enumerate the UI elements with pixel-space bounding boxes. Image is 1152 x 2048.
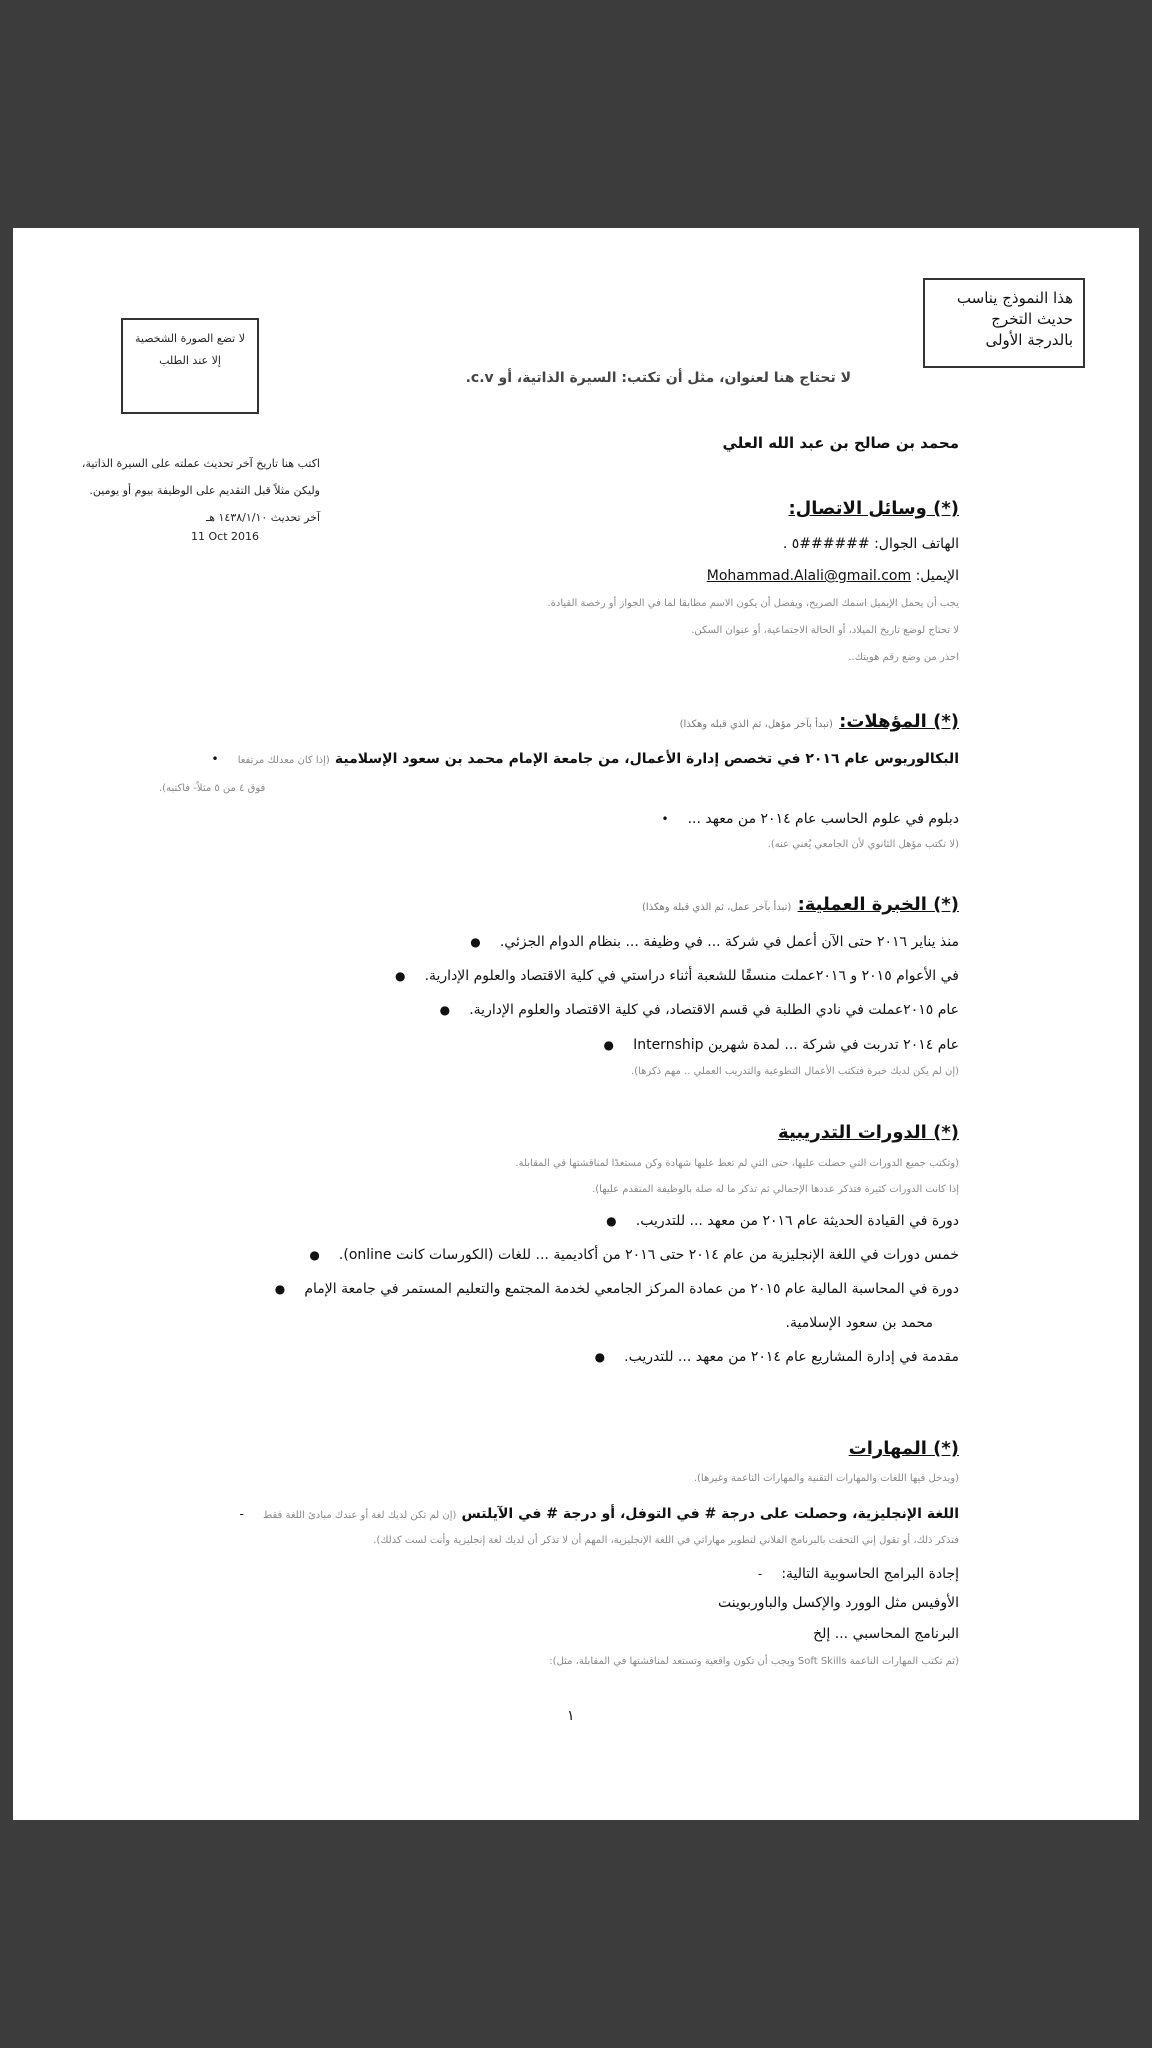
courses-hint: إذا كانت الدورات كثيرة فتذكر عددها الإجمالي ثم تذكر ما له صلة بالوظيفة المتقدم عليها). [592, 1184, 959, 1195]
bullet-icon: • [661, 812, 669, 826]
bullet-icon: ● [394, 969, 406, 983]
email-line [707, 568, 959, 584]
course-text: محمد بن سعود الإسلامية. [785, 1315, 933, 1331]
experience-item [604, 1034, 960, 1053]
experience-text: منذ يناير ٢٠١٦ حتى الآن أعمل في شركة ... في وظيفة ... بنظام الدوام الجزئي. [499, 934, 959, 950]
skill-office: الأوفيس مثل الوورد والإكسل والباوربوينت [718, 1595, 959, 1611]
bullet-icon: • [211, 752, 219, 766]
course-text: دورة في القيادة الحديثة عام ٢٠١٦ من معهد ... للتدريب. [635, 1213, 959, 1229]
skill-item [758, 1563, 959, 1582]
experience-section-title [642, 894, 959, 915]
skills-hint: (ويدخل فيها اللغات والمهارات التقنية والمهارات الناعمة وغيرها). [693, 1473, 959, 1484]
courses-title: (*) الدورات التدريبية [778, 1122, 959, 1143]
qualifications-section-title [680, 711, 959, 732]
experience-item [470, 931, 959, 950]
experience-footnote: (إن لم يكن لديك خبرة فتكتب الأعمال التطوعية والتدريب العملي .. مهم ذكرها). [630, 1066, 959, 1077]
dash-icon: - [757, 1567, 763, 1581]
qualifications-title: (*) المؤهلات: [839, 711, 959, 732]
note-line: هذا النموذج يناسب [956, 289, 1073, 307]
bullet-icon: ● [309, 1248, 320, 1262]
course-item [606, 1210, 959, 1229]
qualifications-footnote: (لا تكتب مؤهل الثانوي لأن الجامعي يُغني عنه). [767, 839, 959, 850]
skills-footnote: (ثم تكتب المهارات الناعمة Soft Skills ويجب أن تكون واقعية وتستعد لمناقشتها في المقابلة، مثل): [549, 1656, 959, 1667]
qualification-note-line [159, 776, 959, 795]
experience-title: (*) الخبرة العملية: [797, 894, 959, 915]
note-line: بالدرجة الأولى [985, 331, 1073, 349]
skill-accounting: البرنامج المحاسبي ... إلخ [813, 1626, 959, 1642]
qualification-note: (إذا كان معدلك مرتفعا [237, 755, 330, 766]
template-note-box [923, 278, 1085, 368]
contact-title: (*) وسائل الاتصال: [788, 498, 959, 519]
course-item [309, 1244, 959, 1263]
bullet-icon: ● [439, 1003, 451, 1017]
bullet-icon: ● [470, 935, 481, 949]
note-line: حديث التخرج [991, 310, 1073, 328]
skill-english: اللغة الإنجليزية، وحصلت على درجة # في التوفل، أو درجة # في الآيلتس [461, 1506, 959, 1522]
skills-title: (*) المهارات [848, 1438, 959, 1459]
courses-hint: (وتكتب جميع الدورات التي حصلت عليها، حتى التي لم تعط عليها شهادة وكن مستعدًا لمناقشتها في المقابلة. [515, 1158, 959, 1169]
experience-item [440, 999, 959, 1018]
photo-placeholder [121, 318, 259, 414]
course-text: خمس دورات في اللغة الإنجليزية من عام ٢٠١٤ حتى ٢٠١٦ من أكاديمية ... للغات (الكورسات كانت online). [338, 1247, 959, 1263]
title-hint: لا تحتاج هنا لعنوان، مثل أن تكتب: السيرة الذاتية، أو c.v. [465, 370, 851, 386]
course-text: مقدمة في إدارة المشاريع عام ٢٠١٤ من معهد ... للتدريب. [624, 1349, 959, 1365]
experience-text: في الأعوام ٢٠١٥ و ٢٠١٦عملت منسقًا للشعبة أثناء دراستي في كلية الاقتصاد والعلوم الإدارية. [424, 968, 959, 984]
course-text: دورة في المحاسبة المالية عام ٢٠١٥ من عمادة المركز الجامعي لخدمة المجتمع والتعليم المستمر في جامعة الإمام [304, 1281, 959, 1297]
bullet-icon: ● [274, 1282, 286, 1296]
experience-item [395, 965, 959, 984]
skill-english-note-2: فتذكر ذلك، أو تقول إني التحقت بالبرنامج الفلاني لتطوير مهاراتي في اللغة الإنجليزية، المهم أن لا تذكر أن لديك لغة إنجليزية وأنت لست كذلك). [373, 1535, 959, 1546]
phone-line: الهاتف الجوال: ######٥ . [782, 536, 959, 552]
skills-section-title [849, 1438, 959, 1459]
photo-note: لا تضع الصورة الشخصية إلا عند الطلب [135, 332, 245, 367]
experience-hint: (تبدأ بآخر عمل، ثم الذي قبله وهكذا) [642, 902, 792, 913]
courses-section-title [778, 1122, 959, 1143]
update-note: اكتب هنا تاريخ آخر تحديث عملته على السيرة الذاتية، وليكن مثلاً قبل التقديم على الوظيفة بيوم أو يومين. آخر تحديث ١٤٣٨/١/١٠ هـ [81, 457, 320, 524]
course-item [595, 1346, 959, 1365]
skill-english-note: (إن لم تكن لديك لغة أو عندك مبادئ اللغة فقط [262, 1510, 457, 1521]
contact-note: لا تحتاج لوضع تاريخ الميلاد، أو الحالة الاجتماعية، أو عنوان السكن. [691, 625, 959, 636]
contact-note: احذر من وضع رقم هويتك.. [848, 652, 959, 663]
email-label: الإيميل: [915, 568, 959, 584]
dash-icon: - [239, 1507, 244, 1521]
course-item-continued [786, 1312, 933, 1331]
page-number: ١ [567, 1708, 575, 1724]
contact-note: يجب أن يحمل الإيميل اسمك الصريح، ويفضل أن يكون الاسم مطابقا لما في الجواز أو رخصة القيادة. [547, 598, 959, 609]
contact-section-title [788, 498, 959, 519]
experience-text: عام ٢٠١٤ تدربت في شركة ... لمدة شهرين Internship [633, 1037, 959, 1053]
qualification-item [661, 808, 959, 827]
qualification-note-2: فوق ٤ من ٥ مثلاً- فاكتبه). [159, 783, 266, 794]
bullet-icon: ● [603, 1038, 614, 1052]
qualifications-hint: (تبدأ بآخر مؤهل، ثم الذي قبله وهكذا) [679, 719, 833, 730]
skill-item [240, 1503, 959, 1522]
qualification-item [212, 748, 959, 767]
course-item [275, 1278, 959, 1297]
update-date: 11 Oct 2016 [191, 530, 260, 543]
experience-text: عام ٢٠١٥عملت في نادي الطلبة في قسم الاقتصاد، في كلية الاقتصاد والعلوم الإدارية. [469, 1002, 959, 1018]
full-name: محمد بن صالح بن عبد الله العلي [722, 434, 959, 452]
qualification-text: البكالوريوس عام ٢٠١٦ في تخصص إدارة الأعمال، من جامعة الإمام محمد بن سعود الإسلامية [334, 751, 959, 767]
qualification-text: دبلوم في علوم الحاسب عام ٢٠١٤ من معهد ... [687, 811, 959, 827]
bullet-icon: ● [594, 1350, 606, 1364]
document-page [13, 228, 1139, 1820]
skill-programs: إجادة البرامج الحاسوبية التالية: [781, 1566, 959, 1582]
email-link[interactable]: Mohammad.Alali@gmail.com [706, 568, 912, 584]
bullet-icon: ● [606, 1214, 617, 1228]
